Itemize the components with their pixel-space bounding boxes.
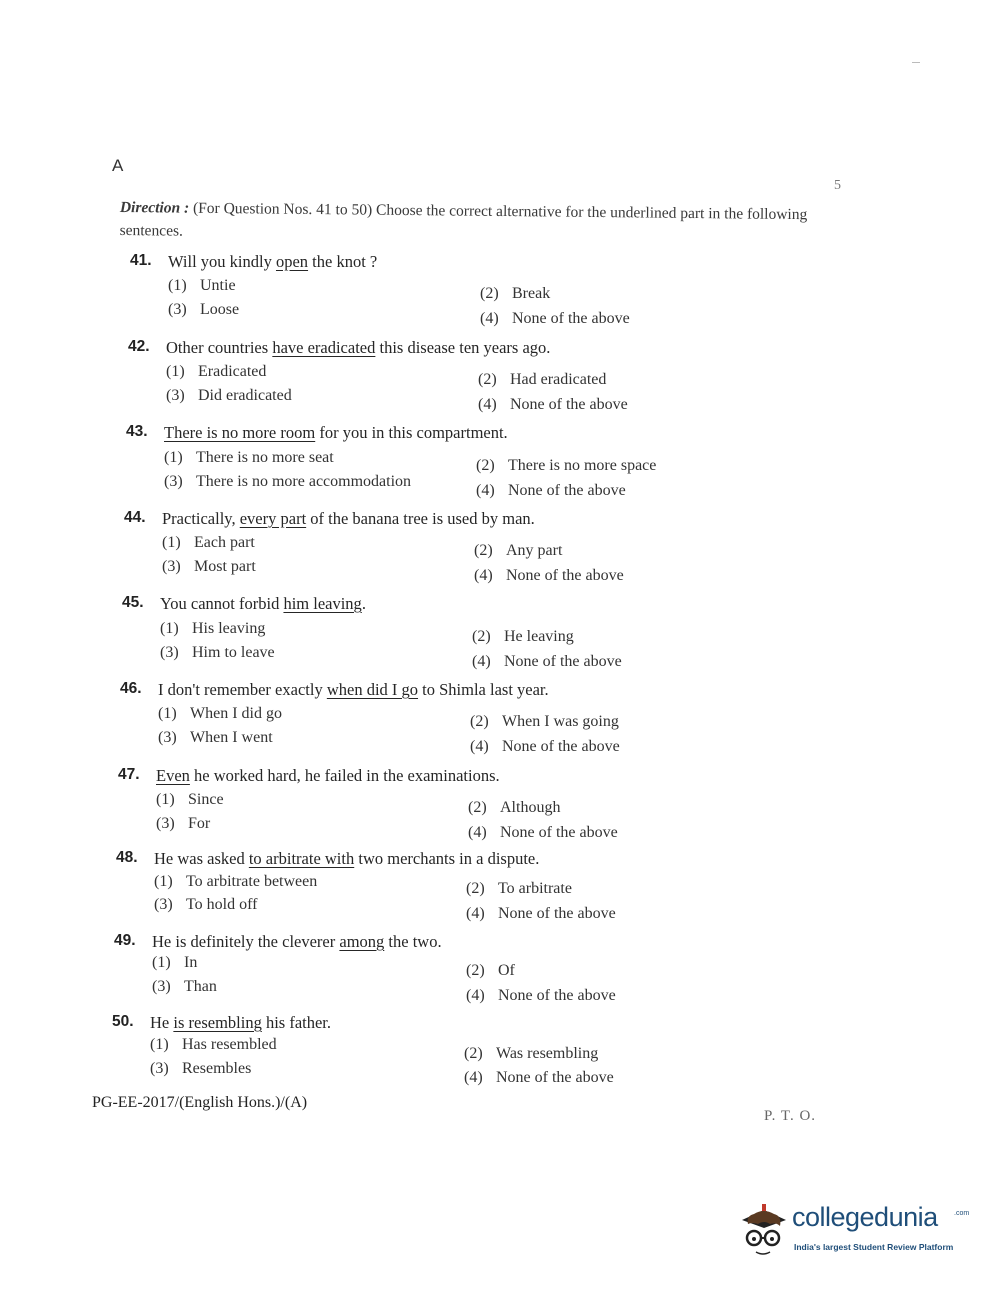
option-3: (3) Did eradicated xyxy=(166,387,292,404)
question-text: He is resembling his father. xyxy=(150,1013,332,1032)
option-1: (1) Untie xyxy=(168,277,236,294)
logo-brand: collegedunia xyxy=(792,1202,938,1232)
question-number: 47. xyxy=(118,766,140,783)
option-2: (2) Any part xyxy=(474,542,563,559)
question-text: Practically, every part of the banana tree is used by man. xyxy=(162,509,535,528)
option-3: (3) To hold off xyxy=(154,896,258,913)
question-number: 44. xyxy=(124,509,146,526)
logo-suffix: .com xyxy=(954,1210,970,1217)
underlined-part: among xyxy=(339,932,385,951)
option-4: (4) None of the above xyxy=(470,738,620,755)
question-text: Other countries have eradicated this disease ten years ago. xyxy=(166,338,551,357)
option-4: (4) None of the above xyxy=(472,653,622,670)
underlined-part: Even xyxy=(156,766,190,785)
direction-text: (For Question Nos. 41 to 50) Choose the correct alternative for the underlined part in the following sentences. xyxy=(119,199,808,240)
option-3: (3) There is no more accommodation xyxy=(164,473,412,490)
question-text: There is no more room for you in this compartment. xyxy=(164,423,508,442)
option-3: (3) Loose xyxy=(168,301,240,318)
set-letter: A xyxy=(112,156,124,175)
question-number: 50. xyxy=(112,1013,134,1030)
option-2: (2) Of xyxy=(466,962,515,979)
direction-label: Direction : xyxy=(119,198,190,217)
question-number: 48. xyxy=(116,849,138,866)
option-1: (1) Eradicated xyxy=(166,363,267,380)
option-1: (1) His leaving xyxy=(160,620,266,637)
option-1: (1) To arbitrate between xyxy=(154,873,318,890)
logo-tagline: India's largest Student Review Platform xyxy=(794,1242,954,1252)
collegedunia-watermark xyxy=(736,1198,970,1262)
question-number: 42. xyxy=(128,338,150,355)
question-number: 41. xyxy=(130,252,152,269)
option-2: (2) Had eradicated xyxy=(478,371,607,388)
direction-block xyxy=(120,196,835,249)
option-4: (4) None of the above xyxy=(480,310,630,327)
option-2: (2) There is no more space xyxy=(476,457,657,474)
option-1: (1) There is no more seat xyxy=(164,449,334,466)
option-1: (1) In xyxy=(152,954,198,971)
option-3: (3) For xyxy=(156,815,211,832)
option-1: (1) Has resembled xyxy=(150,1036,277,1053)
option-4: (4) None of the above xyxy=(466,905,616,922)
option-1: (1) Each part xyxy=(162,534,255,551)
option-4: (4) None of the above xyxy=(476,482,626,499)
option-2: (2) Was resembling xyxy=(464,1045,599,1062)
underlined-part: to arbitrate with xyxy=(248,849,355,868)
option-4: (4) None of the above xyxy=(474,567,624,584)
question-text: Even he worked hard, he failed in the examinations. xyxy=(156,766,500,785)
option-3: (3) When I went xyxy=(158,729,273,746)
question-text: You cannot forbid him leaving. xyxy=(160,594,366,613)
scan-mark xyxy=(912,62,920,63)
question-text: He is definitely the cleverer among the two. xyxy=(152,932,442,951)
option-2: (2) To arbitrate xyxy=(466,880,572,897)
option-3: (3) Him to leave xyxy=(160,644,275,661)
question-number: 49. xyxy=(114,932,136,949)
option-2: (2) Break xyxy=(480,285,551,302)
option-1: (1) Since xyxy=(156,791,224,808)
underlined-part: have eradicated xyxy=(272,338,376,357)
underlined-part: every part xyxy=(239,509,307,528)
question-number: 45. xyxy=(122,594,144,611)
page-number: 5 xyxy=(834,178,841,193)
underlined-part: is resembling xyxy=(173,1013,262,1032)
question-number: 43. xyxy=(126,423,148,440)
option-2: (2) He leaving xyxy=(472,628,574,645)
underlined-part: him leaving xyxy=(283,594,362,613)
option-4: (4) None of the above xyxy=(464,1069,614,1086)
question-text: He was asked to arbitrate with two merchants in a dispute. xyxy=(154,849,540,868)
option-2: (2) Although xyxy=(468,799,561,816)
underlined-part: There is no more room xyxy=(164,423,316,442)
paper-code: PG-EE-2017/(English Hons.)/(A) xyxy=(92,1094,308,1111)
collegedunia-mascot-icon xyxy=(736,1198,792,1258)
option-2: (2) When I was going xyxy=(470,713,619,730)
underlined-part: when did I go xyxy=(326,680,419,699)
question-text: Will you kindly open the knot ? xyxy=(168,252,378,271)
option-4: (4) None of the above xyxy=(468,824,618,841)
option-4: (4) None of the above xyxy=(466,987,616,1004)
question-text: I don't remember exactly when did I go to Shimla last year. xyxy=(158,680,549,699)
option-3: (3) Than xyxy=(152,978,217,995)
underlined-part: open xyxy=(275,252,309,271)
option-3: (3) Resembles xyxy=(150,1060,252,1077)
option-4: (4) None of the above xyxy=(478,396,628,413)
option-3: (3) Most part xyxy=(162,558,256,575)
pto-note: P. T. O. xyxy=(764,1108,817,1124)
option-1: (1) When I did go xyxy=(158,705,282,722)
question-number: 46. xyxy=(120,680,142,697)
